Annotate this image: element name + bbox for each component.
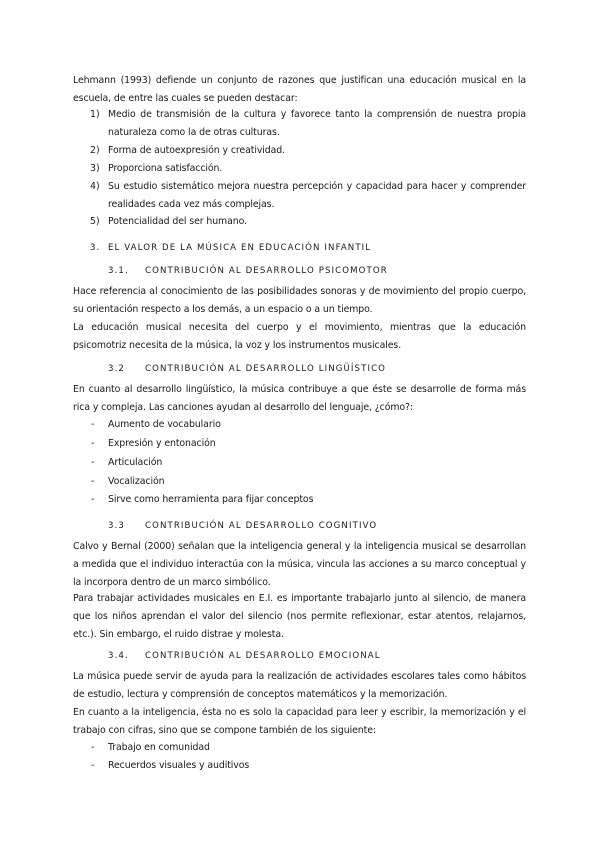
list-item: Recuerdos visuales y auditivos — [108, 760, 250, 771]
reason-text: Proporciona satisfacción. — [108, 163, 223, 174]
list-item: Aumento de vocabulario — [108, 419, 221, 430]
list-item: Sirve como herramienta para fijar conceptos — [108, 494, 314, 505]
paragraph: En cuanto al desarrollo lingüístico, la música contribuye a que éste se desarrolle de forma más rica y compleja. Las canciones ayudan al desarrollo del lenguaje, ¿cómo?: — [73, 384, 526, 413]
subsection-title: CONTRIBUCIÓN AL DESARROLLO PSICOMOTOR — [145, 266, 388, 276]
reason-number: 2) — [90, 145, 100, 156]
reason-text: Potencialidad del ser humano. — [108, 216, 247, 227]
list-bullet: - — [91, 457, 95, 468]
list-bullet: - — [91, 419, 95, 430]
list-bullet: - — [91, 742, 95, 753]
reason-number: 3) — [90, 163, 100, 174]
subsection-title: CONTRIBUCIÓN AL DESARROLLO COGNITIVO — [145, 521, 378, 531]
paragraph: Para trabajar actividades musicales en E.I. es importante trabajarlo junto al silencio, de manera que los niños aprendan el valor del silencio (nos permite reflexionar, estar atentos, relajarnos, etc.). Sin embargo, el ruido distrae y molesta. — [73, 593, 526, 640]
paragraph: Calvo y Bernal (2000) señalan que la inteligencia general y la inteligencia musical se desarrollan a medida que el individuo interactúa con la música, vincula las acciones a su marco conceptual y la incorpora dentro de un marco simbólico. — [73, 541, 526, 588]
reason-text: Forma de autoexpresión y creatividad. — [108, 145, 286, 156]
list-bullet: - — [91, 476, 95, 487]
list-bullet: - — [91, 494, 95, 505]
paragraph: En cuanto a la inteligencia, ésta no es solo la capacidad para leer y escribir, la memorización y el trabajo con cifras, sino que se compone también de los siguiente: — [73, 707, 526, 736]
reason-text: Medio de transmisión de la cultura y favorece tanto la comprensión de nuestra propia naturaleza como la de otras culturas. — [108, 109, 526, 138]
reason-number: 5) — [90, 216, 100, 227]
subsection-number: 3.4. — [108, 651, 129, 661]
paragraph: La música puede servir de ayuda para la realización de actividades escolares tales como hábitos de estudio, lectura y comprensión de conceptos matemáticos y la memorización. — [73, 671, 526, 700]
list-bullet: - — [91, 760, 95, 771]
intro-paragraph: Lehmann (1993) defiende un conjunto de razones que justifican una educación musical en la escuela, de entre las cuales se pueden destacar: — [73, 75, 526, 104]
section-number: 3. — [90, 243, 101, 253]
list-item: Articulación — [108, 457, 163, 468]
list-bullet: - — [91, 438, 95, 449]
subsection-title: CONTRIBUCIÓN AL DESARROLLO EMOCIONAL — [145, 651, 381, 661]
subsection-number: 3.3 — [108, 521, 125, 531]
list-item: Vocalización — [108, 476, 165, 487]
reason-number: 4) — [90, 181, 100, 192]
section-title: EL VALOR DE LA MÚSICA EN EDUCACIÓN INFANTIL — [108, 243, 372, 253]
subsection-title: CONTRIBUCIÓN AL DESARROLLO LINGÜÍSTICO — [145, 364, 387, 374]
subsection-number: 3.1. — [108, 266, 129, 276]
paragraph: Hace referencia al conocimiento de las posibilidades sonoras y de movimiento del propio cuerpo, su orientación respecto a los demás, a un espacio o a un tiempo. — [73, 286, 526, 315]
subsection-number: 3.2 — [108, 364, 125, 374]
paragraph: La educación musical necesita del cuerpo y el movimiento, mientras que la educación psicomotriz necesita de la música, la voz y los instrumentos musicales. — [73, 322, 526, 351]
reason-number: 1) — [90, 109, 100, 120]
reason-text: Su estudio sistemático mejora nuestra percepción y capacidad para hacer y comprender realidades cada vez más complejas. — [108, 181, 526, 210]
list-item: Expresión y entonación — [108, 438, 216, 449]
list-item: Trabajo en comunidad — [108, 742, 210, 753]
